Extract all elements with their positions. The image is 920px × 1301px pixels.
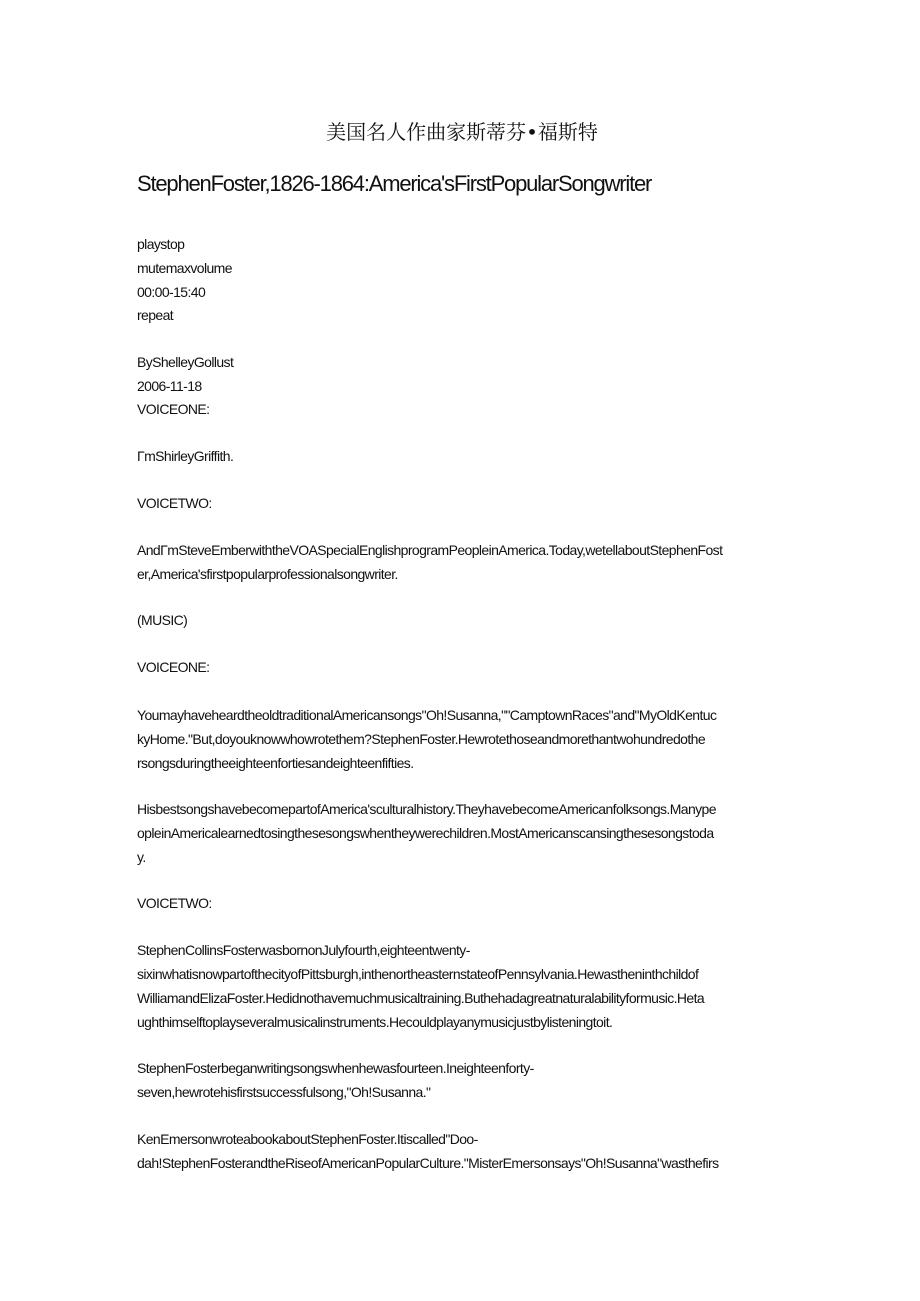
paragraph-line: dah!StephenFosterandtheRiseofAmericanPopularCulture."MisterEmersonsays"Oh!Susanna"wasthefirs [137, 1155, 719, 1171]
music-cue: (MUSIC) [137, 612, 188, 628]
paragraph-line: kyHome."But,doyouknowwhowrotethem?StephenFoster.Hewrotethoseandmorethantwohundredothe [137, 731, 706, 747]
paragraph-line: er,America'sfirstpopularprofessionalsongwriter. [137, 566, 398, 582]
paragraph-line: ughthimselftoplayseveralmusicalinstruments.Hecouldplayanymusicjustbylisteningtoit. [137, 1014, 613, 1030]
paragraph: ΓmShirleyGriffith. [137, 448, 234, 464]
paragraph-line: StephenCollinsFosterwasbornonJulyfourth,eighteentwenty- [137, 942, 470, 958]
player-controls-play-stop[interactable]: playstop [137, 236, 185, 252]
player-repeat-control[interactable]: repeat [137, 307, 174, 323]
paragraph-line: seven,hewrotehisfirstsuccessfulsong,"Oh!Susanna." [137, 1084, 431, 1100]
paragraph [137, 703, 785, 775]
paragraph [137, 797, 785, 869]
speaker-label: VOICETWO: [137, 895, 212, 911]
paragraph-line: HisbestsongshavebecomepartofAmerica'sculturalhistory.TheyhavebecomeAmericanfolksongs.Manype [137, 801, 716, 817]
player-time-readout: 00:00-15:40 [137, 284, 206, 300]
publish-date: 2006-11-18 [137, 378, 202, 394]
paragraph-line: opleinAmericalearnedtosingthesesongswhentheywerechildren.MostAmericanscansingthesesongstoda [137, 825, 714, 841]
paragraph [137, 938, 785, 1034]
paragraph-line: YoumayhaveheardtheoldtraditionalAmericansongs"Oh!Susanna,""CamptownRaces"and"MyOldKentuc [137, 707, 717, 723]
chinese-title: 美国名人作曲家斯蒂芬•福斯特 [326, 120, 598, 144]
speaker-label: VOICEONE: [137, 659, 210, 675]
paragraph-line: AndΓmSteveEmberwiththeVOASpecialEnglishprogramPeopleinAmerica.Today,wetellaboutStephenFost [137, 542, 723, 558]
speaker-label: VOICETWO: [137, 495, 212, 511]
paragraph-line: sixinwhatisnowpartofthecityofPittsburgh,inthenortheasternstateofPennsylvania.Hewastheninthchildof [137, 966, 699, 982]
paragraph-line: KenEmersonwroteabookaboutStephenFoster.Itiscalled"Doo- [137, 1131, 478, 1147]
paragraph-line: y. [137, 849, 146, 865]
paragraph [137, 1127, 785, 1175]
paragraph-line: StephenFosterbeganwritingsongswhenhewasfourteen.Ineighteenforty- [137, 1060, 534, 1076]
english-title: StephenFoster,1826-1864:America'sFirstPopularSongwriter [137, 171, 652, 196]
paragraph [137, 1056, 785, 1104]
speaker-label: VOICEONE: [137, 401, 210, 417]
paragraph-line: WilliamandElizaFoster.Hedidnothavemuchmusicaltraining.Buthehadagreatnaturalabilityformusic.Heta [137, 990, 705, 1006]
player-controls-volume[interactable]: mutemaxvolume [137, 260, 232, 276]
paragraph-line: rsongsduringtheeighteenfortiesandeighteenfifties. [137, 755, 414, 771]
paragraph [137, 538, 785, 586]
byline: ByShelleyGollust [137, 354, 234, 370]
